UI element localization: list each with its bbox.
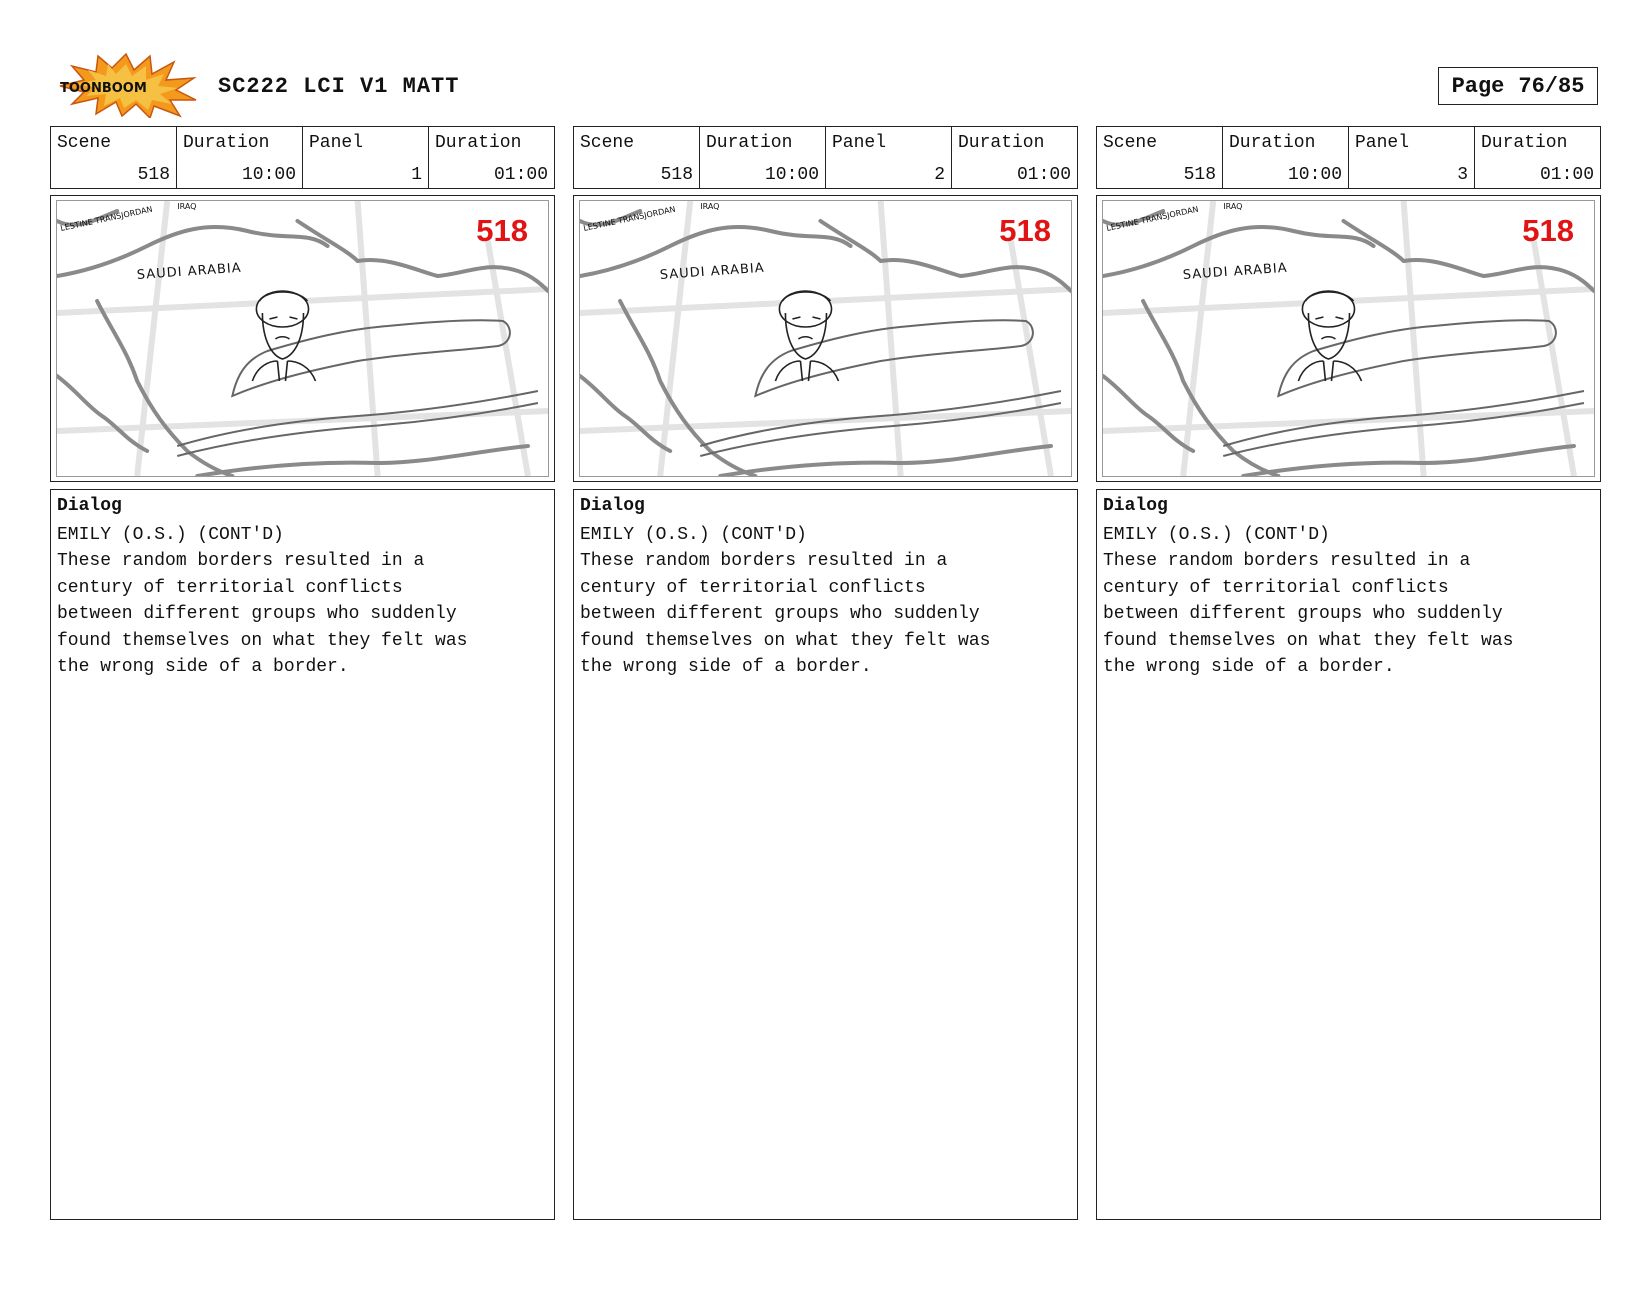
frame-scene-number: 518 bbox=[1522, 213, 1574, 248]
panel-cell bbox=[826, 127, 952, 188]
scene-cell bbox=[1097, 127, 1223, 188]
logo-text: TOONBOOM bbox=[60, 81, 147, 96]
panel-value: 1 bbox=[411, 165, 422, 185]
dialog-line: century of territorial conflicts bbox=[1103, 577, 1449, 598]
panel-frame bbox=[1096, 195, 1601, 482]
dialog-line: found themselves on what they felt was bbox=[1103, 630, 1514, 651]
duration-label: Duration bbox=[706, 133, 793, 153]
dialog-speaker: EMILY (O.S.) (CONT'D) bbox=[1103, 525, 1330, 545]
storyboard-panel-2 bbox=[573, 126, 1078, 1220]
dialog-speaker: EMILY (O.S.) (CONT'D) bbox=[57, 525, 284, 545]
map-label-iraq: IRAQ bbox=[177, 202, 197, 211]
dialog-line: between different groups who suddenly bbox=[1103, 604, 1503, 624]
panel-duration-value: 01:00 bbox=[1016, 165, 1071, 185]
scene-duration-cell bbox=[700, 127, 826, 188]
duration-label: Duration bbox=[183, 133, 270, 153]
panel-frame bbox=[573, 195, 1078, 482]
panel-duration-label: Duration bbox=[958, 133, 1045, 153]
storyboard-panel-3 bbox=[1096, 126, 1601, 1220]
map-label-iraq: IRAQ bbox=[700, 202, 720, 211]
scene-duration-cell bbox=[177, 127, 303, 188]
map-label-transjordan: LESTINE TRANSJORDAN bbox=[1105, 204, 1200, 233]
dialog-line: between different groups who suddenly bbox=[57, 604, 457, 624]
page-value: 76/85 bbox=[1518, 73, 1585, 99]
dialog-box bbox=[50, 489, 555, 1220]
dialog-header: Dialog bbox=[57, 496, 122, 516]
map-label-transjordan: LESTINE TRANSJORDAN bbox=[59, 204, 154, 233]
scene-cell bbox=[574, 127, 700, 188]
map-label-iraq: IRAQ bbox=[1223, 202, 1243, 211]
dialog-line: found themselves on what they felt was bbox=[580, 630, 991, 651]
panel-label: Panel bbox=[832, 133, 887, 153]
scene-duration-cell bbox=[1223, 127, 1349, 188]
panel-label: Panel bbox=[309, 133, 364, 153]
map-label-saudi: SAUDI ARABIA bbox=[136, 260, 243, 283]
dialog-speaker: EMILY (O.S.) (CONT'D) bbox=[580, 525, 807, 545]
panel-duration-cell bbox=[952, 127, 1077, 188]
panel-info-table bbox=[1096, 126, 1601, 189]
panel-label: Panel bbox=[1355, 133, 1410, 153]
dialog-header: Dialog bbox=[580, 496, 645, 516]
panel-duration-cell bbox=[429, 127, 554, 188]
scene-label: Scene bbox=[1103, 133, 1158, 153]
document-title: SC222 LCI V1 MATT bbox=[218, 74, 460, 99]
duration-value: 10:00 bbox=[241, 165, 296, 185]
sketch-image bbox=[1102, 200, 1595, 477]
panel-duration-label: Duration bbox=[435, 133, 522, 153]
frame-scene-number: 518 bbox=[476, 213, 528, 248]
scene-label: Scene bbox=[580, 133, 635, 153]
dialog-line: These random borders resulted in a bbox=[1103, 551, 1471, 571]
logo-burst-icon bbox=[54, 52, 198, 118]
scene-value: 518 bbox=[1183, 165, 1216, 185]
map-label-saudi: SAUDI ARABIA bbox=[659, 260, 766, 283]
figure-sketch bbox=[1298, 291, 1361, 381]
dialog-line: These random borders resulted in a bbox=[580, 551, 948, 571]
map-label-transjordan: LESTINE TRANSJORDAN bbox=[582, 204, 677, 233]
dialog-box bbox=[573, 489, 1078, 1220]
page-indicator bbox=[1438, 67, 1598, 105]
panel-cell bbox=[303, 127, 429, 188]
duration-label: Duration bbox=[1229, 133, 1316, 153]
scene-value: 518 bbox=[137, 165, 170, 185]
dialog-line: the wrong side of a border. bbox=[57, 657, 349, 677]
panel-duration-cell bbox=[1475, 127, 1600, 188]
dialog-line: century of territorial conflicts bbox=[57, 577, 403, 598]
panel-duration-label: Duration bbox=[1481, 133, 1568, 153]
toonboom-logo bbox=[54, 52, 198, 118]
map-sketch bbox=[580, 201, 1071, 476]
panel-value: 2 bbox=[934, 165, 945, 185]
panel-cell bbox=[1349, 127, 1475, 188]
panel-duration-value: 01:00 bbox=[493, 165, 548, 185]
dialog-box bbox=[1096, 489, 1601, 1220]
map-label-saudi: SAUDI ARABIA bbox=[1182, 260, 1289, 283]
dialog-line: These random borders resulted in a bbox=[57, 551, 425, 571]
dialog-line: between different groups who suddenly bbox=[580, 604, 980, 624]
panel-value: 3 bbox=[1457, 165, 1468, 185]
dialog-line: the wrong side of a border. bbox=[1103, 657, 1395, 677]
map-sketch bbox=[57, 201, 548, 476]
panel-frame bbox=[50, 195, 555, 482]
scene-value: 518 bbox=[660, 165, 693, 185]
panel-info-table bbox=[50, 126, 555, 189]
storyboard-panel-1 bbox=[50, 126, 555, 1220]
scene-label: Scene bbox=[57, 133, 112, 153]
dialog-line: found themselves on what they felt was bbox=[57, 630, 468, 651]
map-sketch bbox=[1103, 201, 1594, 476]
scene-cell bbox=[51, 127, 177, 188]
frame-scene-number: 518 bbox=[999, 213, 1051, 248]
panel-duration-value: 01:00 bbox=[1539, 165, 1594, 185]
dialog-line: the wrong side of a border. bbox=[580, 657, 872, 677]
sketch-image bbox=[56, 200, 549, 477]
figure-sketch bbox=[775, 291, 838, 381]
figure-sketch bbox=[252, 291, 315, 381]
duration-value: 10:00 bbox=[1287, 165, 1342, 185]
dialog-line: century of territorial conflicts bbox=[580, 577, 926, 598]
dialog-header: Dialog bbox=[1103, 496, 1168, 516]
page-label: Page bbox=[1451, 73, 1505, 99]
sketch-image bbox=[579, 200, 1072, 477]
panel-info-table bbox=[573, 126, 1078, 189]
duration-value: 10:00 bbox=[764, 165, 819, 185]
